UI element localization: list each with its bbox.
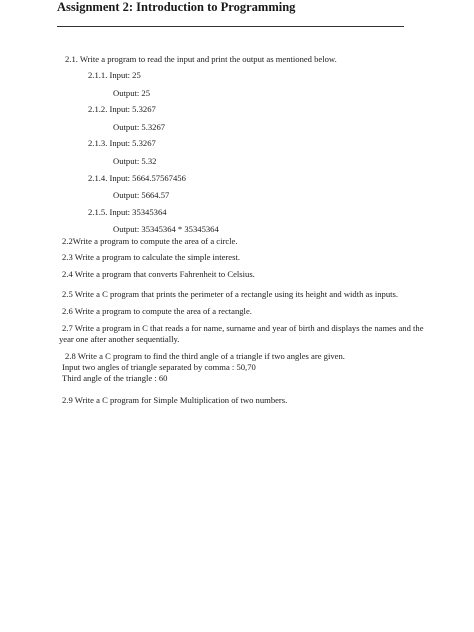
question-2-5: 2.5 Write a C program that prints the perimeter of a rectangle using its height and width as inputs.: [62, 289, 399, 299]
question-2-6: 2.6 Write a program to compute the area of a rectangle.: [62, 306, 252, 316]
question-2-1-3-output: Output: 5.32: [113, 156, 157, 166]
question-2-1-1-input: 2.1.1. Input: 25: [88, 70, 141, 80]
question-2-1-4-output: Output: 5664.57: [113, 190, 170, 200]
question-2-8-example-input: Input two angles of triangle separated by comma : 50,70: [62, 362, 256, 372]
question-2-1-1-output: Output: 25: [113, 88, 151, 98]
question-2-1-2-output: Output: 5.3267: [113, 122, 166, 132]
title-underline: [57, 26, 404, 27]
question-2-8-example-output: Third angle of the triangle : 60: [62, 373, 168, 383]
question-2-9: 2.9 Write a C program for Simple Multiplication of two numbers.: [62, 395, 288, 405]
question-2-1: 2.1. Write a program to read the input and print the output as mentioned below.: [65, 54, 337, 64]
question-2-7: 2.7 Write a program in C that reads a for name, surname and year of birth and displays the names and the year one after another sequentially.: [59, 323, 424, 344]
document-title: Assignment 2: Introduction to Programming: [57, 0, 296, 14]
question-2-3: 2.3 Write a program to calculate the simple interest.: [62, 252, 240, 262]
question-2-2: 2.2Write a program to compute the area of a circle.: [62, 236, 238, 246]
question-2-1-5-input: 2.1.5. Input: 35345364: [88, 207, 167, 217]
question-2-1-3-input: 2.1.3. Input: 5.3267: [88, 138, 156, 148]
question-2-1-5-output: Output: 35345364 * 35345364: [113, 224, 219, 234]
question-2-4: 2.4 Write a program that converts Fahrenheit to Celsius.: [62, 269, 255, 279]
question-2-8: 2.8 Write a C program to find the third angle of a triangle if two angles are given.: [65, 351, 345, 361]
question-2-1-2-input: 2.1.2. Input: 5.3267: [88, 104, 156, 114]
question-2-1-4-input: 2.1.4. Input: 5664.57567456: [88, 173, 186, 183]
